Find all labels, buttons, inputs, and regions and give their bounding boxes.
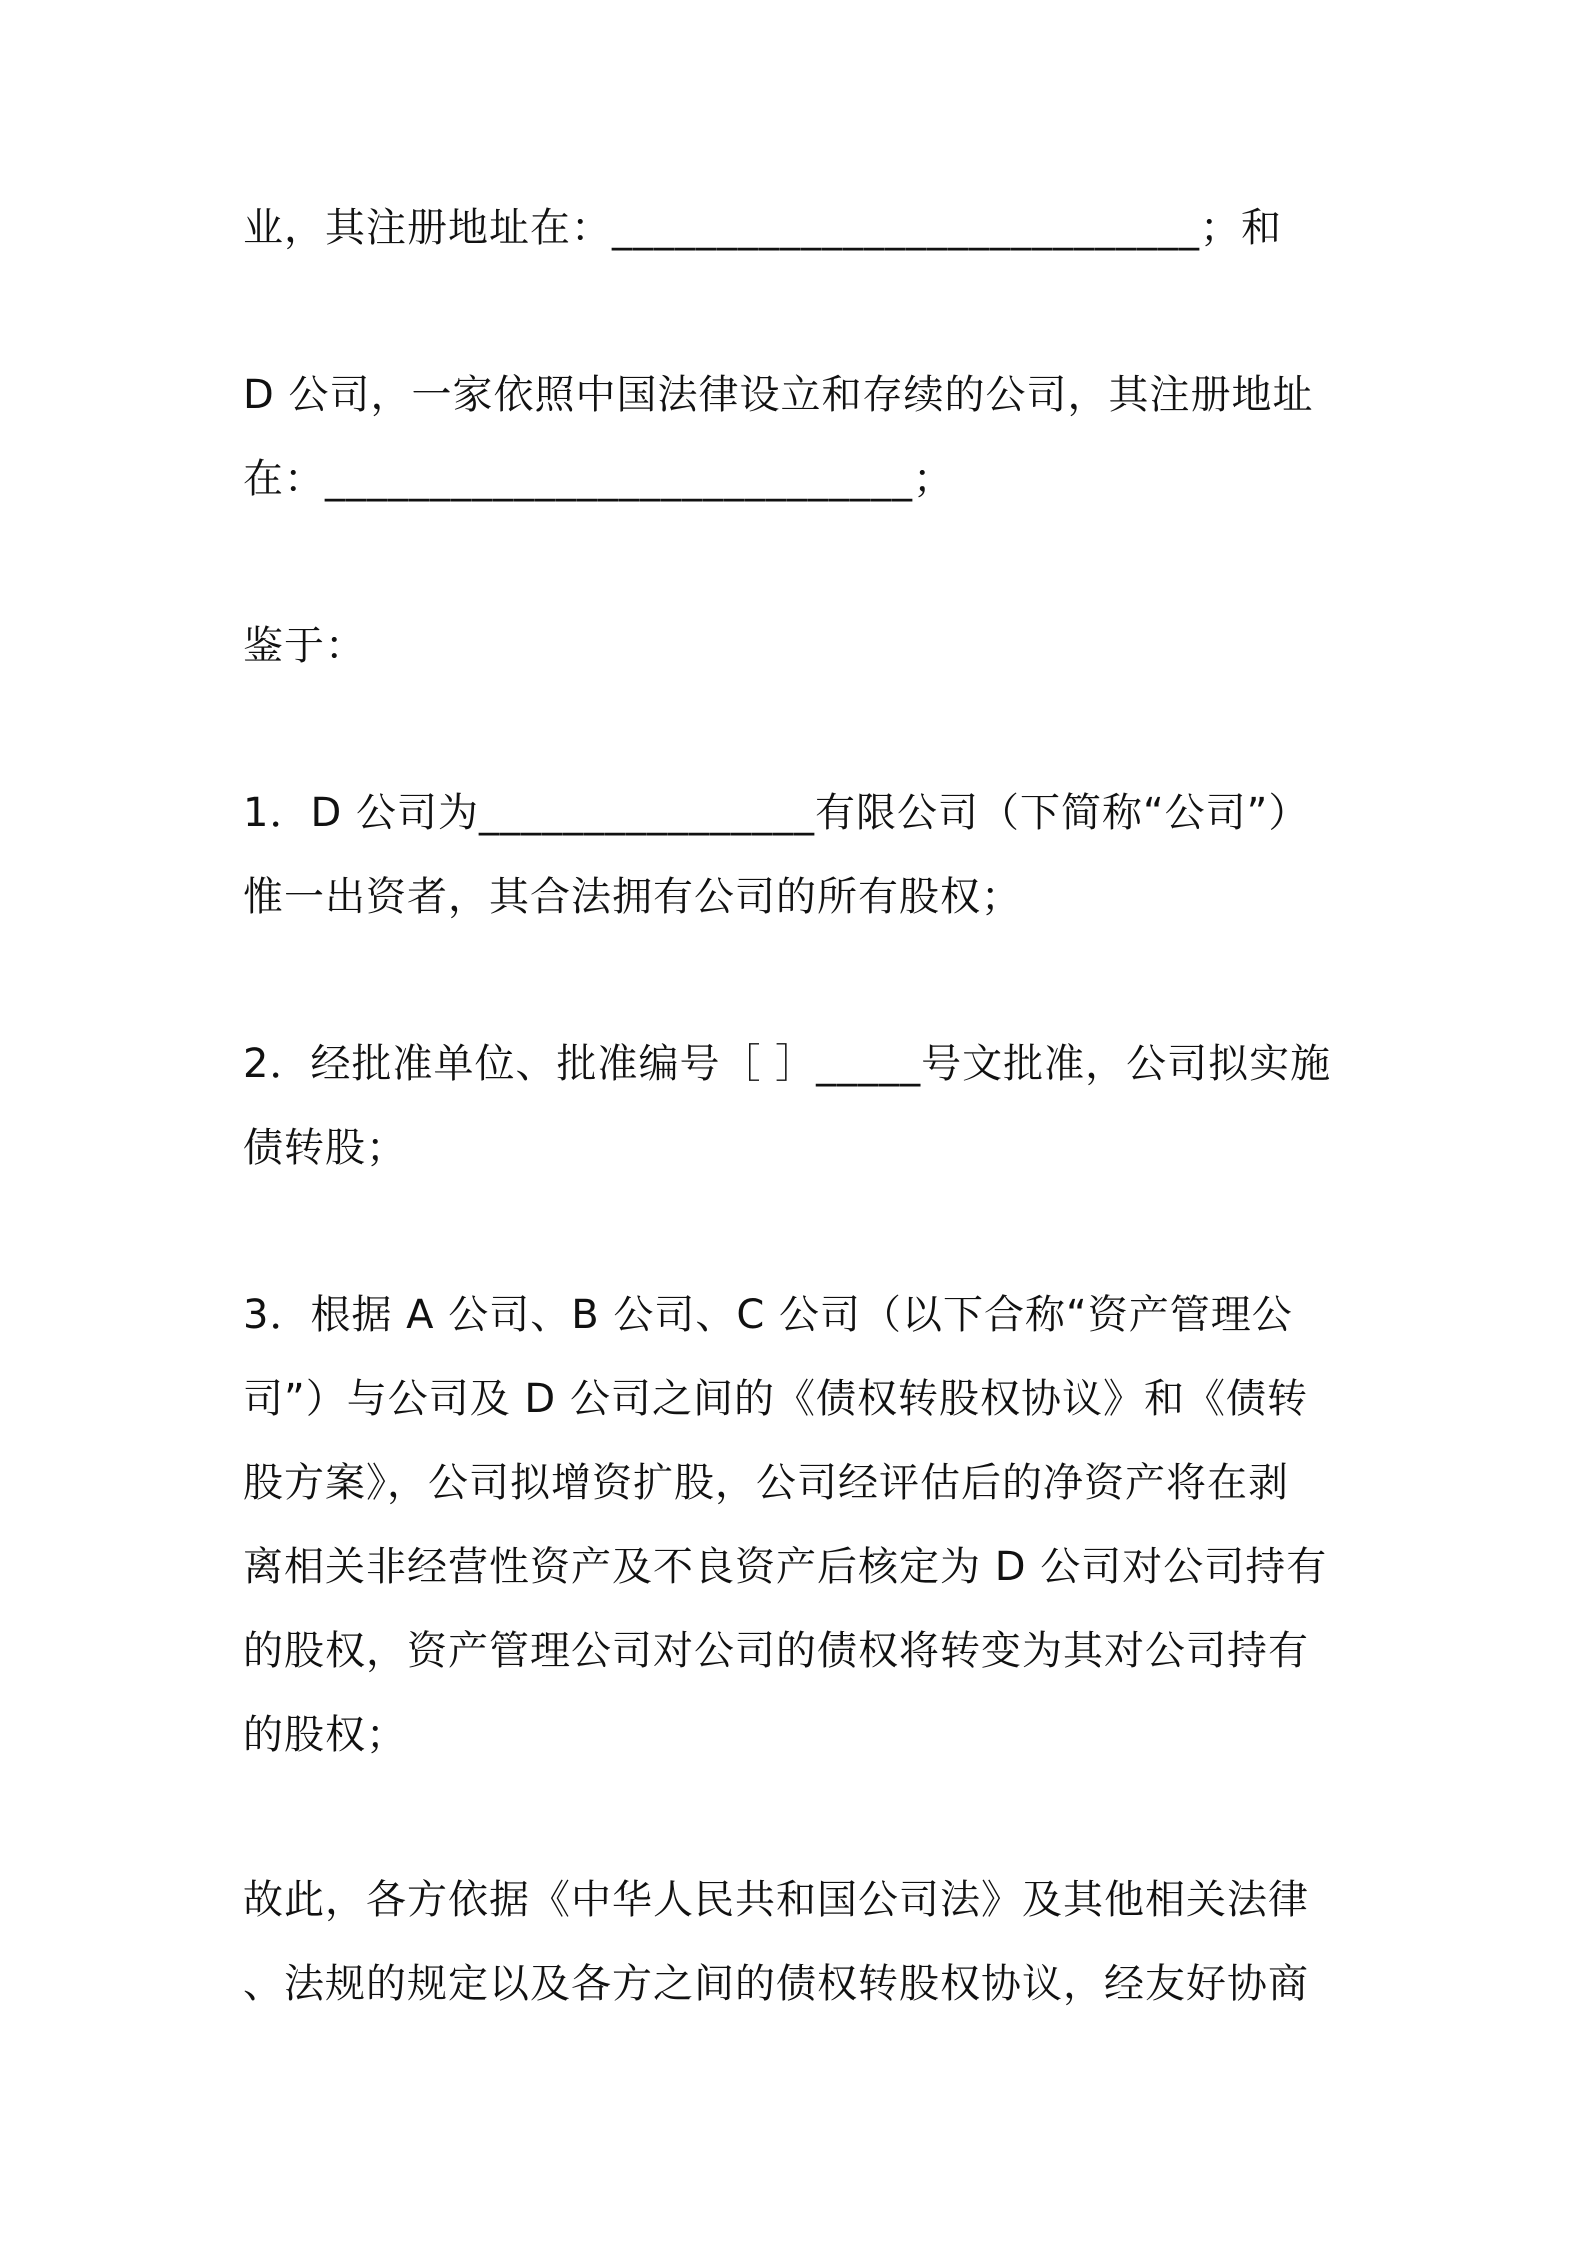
text-line: 的股权； [243,1712,407,1758]
text-line: 在：____________________________； [243,456,954,502]
recital-3 [243,1273,1363,1777]
text-line: 的股权，资产管理公司对公司的债权将转变为其对公司持有 [243,1628,1309,1674]
text-line: 2．经批准单位、批准编号［ ］_____号文批准，公司拟实施 [243,1041,1332,1087]
text-line: 鉴于： [243,623,366,669]
text-line: 3．根据 A 公司、B 公司、C 公司（以下合称“资产管理公 [243,1292,1293,1338]
text-line: 业，其注册地址在：____________________________；和 [243,205,1282,251]
recital-1 [243,771,1363,939]
text-line: 债转股； [243,1125,407,1171]
text-line: 股方案》，公司拟增资扩股，公司经评估后的净资产将在剥 [243,1460,1289,1506]
text-line: 1．D 公司为________________有限公司（下简称“公司”） [243,790,1310,836]
text-line: 惟一出资者，其合法拥有公司的所有股权； [243,874,1022,920]
text-line: 司”）与公司及 D 公司之间的《债权转股权协议》和《债转 [243,1376,1308,1422]
text-line: 故此，各方依据《中华人民共和国公司法》及其他相关法律 [243,1877,1309,1923]
therefore-clause [243,1858,1363,2026]
paragraph-party-d [243,353,1363,521]
paragraph-party-c-address [243,186,1363,270]
text-line: 离相关非经营性资产及不良资产后核定为 D 公司对公司持有 [243,1544,1328,1590]
whereas-heading [243,604,1363,688]
text-line: 、法规的规定以及各方之间的债权转股权协议，经友好协商 [243,1961,1309,2007]
text-line: D 公司，一家依照中国法律设立和存续的公司，其注册地址 [243,372,1314,418]
recital-2 [243,1022,1363,1190]
